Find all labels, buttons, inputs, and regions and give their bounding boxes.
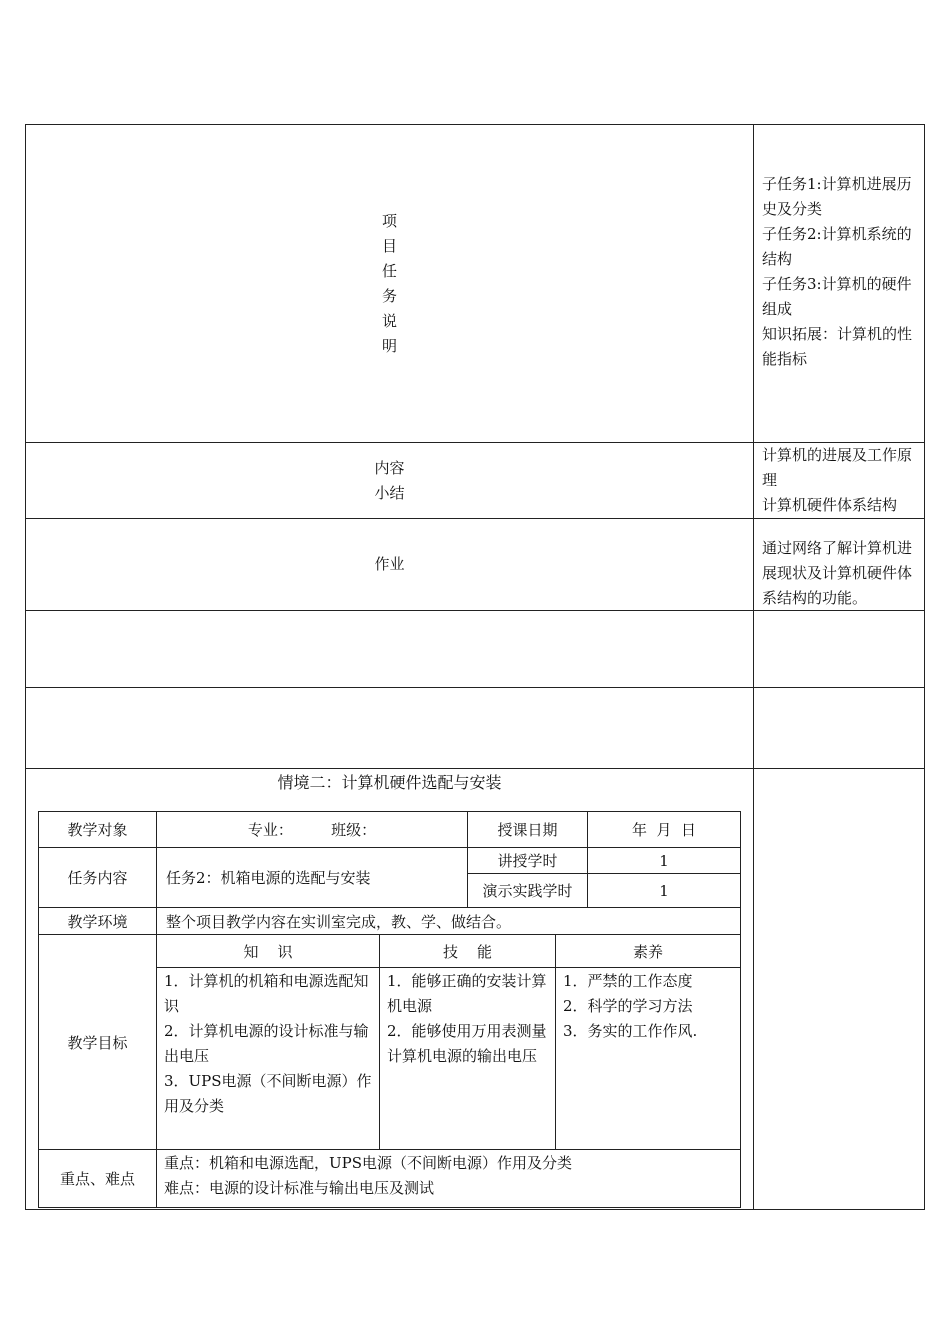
keypoints-label: 重点、难点 — [59, 1170, 135, 1188]
date-value: 年 月 日 — [631, 821, 697, 839]
knowledge-header: 知 识 — [243, 942, 293, 961]
knowledge-content: 1．计算机的机箱和电源选配知识 2．计算机电源的设计标准与输出电压 3．UPS电源（不间断电源）作用及分类 — [164, 972, 372, 1115]
project-task-content: 子任务1:计算机进展历史及分类 子任务2:计算机系统的结构 子任务3:计算机的硬件组成 知识拓展：计算机的性能指标 — [762, 175, 913, 368]
quality-header: 素养 — [632, 942, 663, 961]
lecture-hours-label: 讲授学时 — [497, 852, 558, 870]
skill-header: 技 能 — [442, 942, 493, 961]
teaching-object-label: 教学对象 — [67, 821, 128, 839]
task-label: 任务内容 — [67, 869, 128, 887]
skill-content: 1．能够正确的安装计算机电源 2．能够使用万用表测量计算机电源的输出电压 — [387, 972, 547, 1065]
practice-hours-value: 1 — [659, 881, 669, 900]
homework-label: 作业 — [374, 555, 405, 573]
summary-content: 计算机的进展及工作原理 计算机硬件体系结构 — [762, 446, 913, 514]
practice-hours-label: 演示实践学时 — [482, 882, 573, 900]
major-class-field: 专业： 班级： — [247, 821, 377, 839]
environment-label: 教学环境 — [67, 912, 128, 931]
environment-value: 整个项目教学内容在实训室完成，教、学、做结合。 — [166, 912, 512, 931]
scenario-title: 情境二：计算机硬件选配与安装 — [277, 772, 502, 792]
lecture-hours-value: 1 — [659, 851, 669, 870]
date-label: 授课日期 — [497, 821, 558, 839]
teaching-goals-label: 教学目标 — [67, 1033, 128, 1052]
keypoints-content: 重点：机箱和电源选配，UPS电源（不间断电源）作用及分类 难点：电源的设计标准与输出电压及测试 — [164, 1154, 573, 1197]
summary-label: 内容 小结 — [374, 458, 405, 502]
quality-content: 1．严禁的工作态度 2．科学的学习方法 3．务实的工作作风. — [563, 972, 698, 1040]
task-value: 任务2：机箱电源的选配与安装 — [166, 869, 371, 887]
project-task-label-cell — [26, 125, 753, 442]
homework-content: 通过网络了解计算机进展现状及计算机硬件体系结构的功能。 — [762, 539, 913, 607]
project-task-label: 项目任务说明 — [381, 211, 397, 355]
